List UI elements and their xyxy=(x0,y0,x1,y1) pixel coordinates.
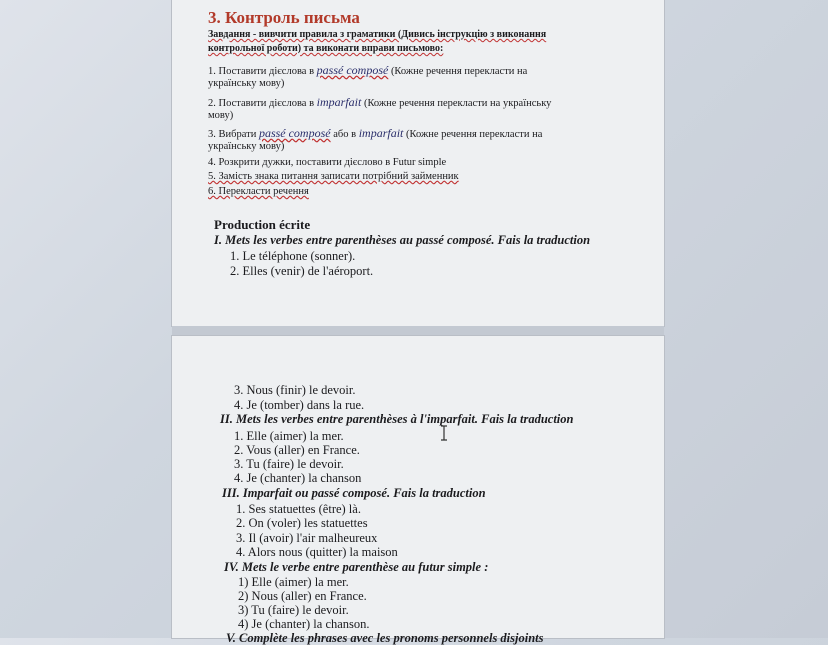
step-3-cont: українську мову) xyxy=(208,141,285,152)
step-3-post: (Кожне речення перекласти на xyxy=(403,129,543,140)
step-3-pre: 3. Вибрати xyxy=(208,129,259,140)
production-title: Production écrite xyxy=(214,217,311,232)
step-3-term: passé composé xyxy=(258,126,331,140)
step-4: 4. Розкрити дужки, поставити дієслово в Futur simple xyxy=(208,157,447,168)
step-1 xyxy=(208,64,527,78)
step-3-mid: або в xyxy=(330,129,359,140)
list-item: 1) Elle (aimer) la mer. xyxy=(238,575,349,589)
section-1-title: I. Mets les verbes entre parenthèses au passé composé. Fais la traduction xyxy=(214,233,591,247)
list-item: 3. Il (avoir) l'air malheureux xyxy=(236,531,378,545)
step-2-pre: 2. Поставити дієслова в xyxy=(208,98,317,109)
step-3-term2: imparfait xyxy=(358,126,404,140)
step-2-term: imparfait xyxy=(316,95,362,109)
list-item: 3) Tu (faire) le devoir. xyxy=(238,603,349,617)
step-1-term: passé composé xyxy=(316,63,389,77)
page-gap xyxy=(172,326,664,336)
step-2-cont: мову) xyxy=(208,110,234,121)
step-6: 6. Перекласти речення xyxy=(208,186,309,197)
step-3 xyxy=(208,127,542,141)
step-2 xyxy=(208,96,551,110)
section-4-title: IV. Mets le verbe entre parenthèse au futur simple : xyxy=(224,560,489,574)
list-item: 1. Le téléphone (sonner). xyxy=(230,249,356,263)
step-1-post: (Кожне речення перекласти на xyxy=(388,66,528,77)
task-line-1: Завдання - вивчити правила з граматики (Дивись інструкцію з виконання xyxy=(208,29,547,40)
list-item: 1. Ses statuettes (être) là. xyxy=(236,502,361,516)
step-5: 5. Замість знака питання записати потрібний займенник xyxy=(208,171,459,182)
section-heading: 3. Контроль письма xyxy=(208,8,360,27)
task-line-2: контрольної роботи) та виконати вправи письмово: xyxy=(208,43,444,54)
section-3-title: III. Imparfait ou passé composé. Fais la traduction xyxy=(222,486,486,500)
step-1-cont: українську мову) xyxy=(208,78,285,89)
step-2-post: (Кожне речення перекласти на українську xyxy=(361,98,552,109)
text-cursor-icon xyxy=(440,425,448,441)
document-page-2 xyxy=(172,336,664,645)
section-2-title: II. Mets les verbes entre parenthèses à l'imparfait. Fais la traduction xyxy=(220,412,574,426)
document-page-1 xyxy=(172,0,664,326)
list-item: 2) Nous (aller) en France. xyxy=(238,589,367,603)
list-item: 4) Je (chanter) la chanson. xyxy=(238,617,370,631)
list-item: 3. Tu (faire) le devoir. xyxy=(234,457,344,471)
list-item: 2. Vous (aller) en France. xyxy=(234,443,360,457)
step-1-pre: 1. Поставити дієслова в xyxy=(208,66,317,77)
list-item: 1. Elle (aimer) la mer. xyxy=(234,429,344,443)
list-item: 3. Nous (finir) le devoir. xyxy=(234,383,356,397)
list-item: 4. Alors nous (quitter) la maison xyxy=(236,545,398,559)
list-item: 4. Je (tomber) dans la rue. xyxy=(234,398,365,412)
list-item: 2. On (voler) les statuettes xyxy=(236,516,368,530)
list-item: 2. Elles (venir) de l'aéroport. xyxy=(230,264,374,278)
list-item: 4. Je (chanter) la chanson xyxy=(234,471,362,485)
section-5-title: V. Complète les phrases avec les pronoms personnels disjoints xyxy=(226,631,544,645)
